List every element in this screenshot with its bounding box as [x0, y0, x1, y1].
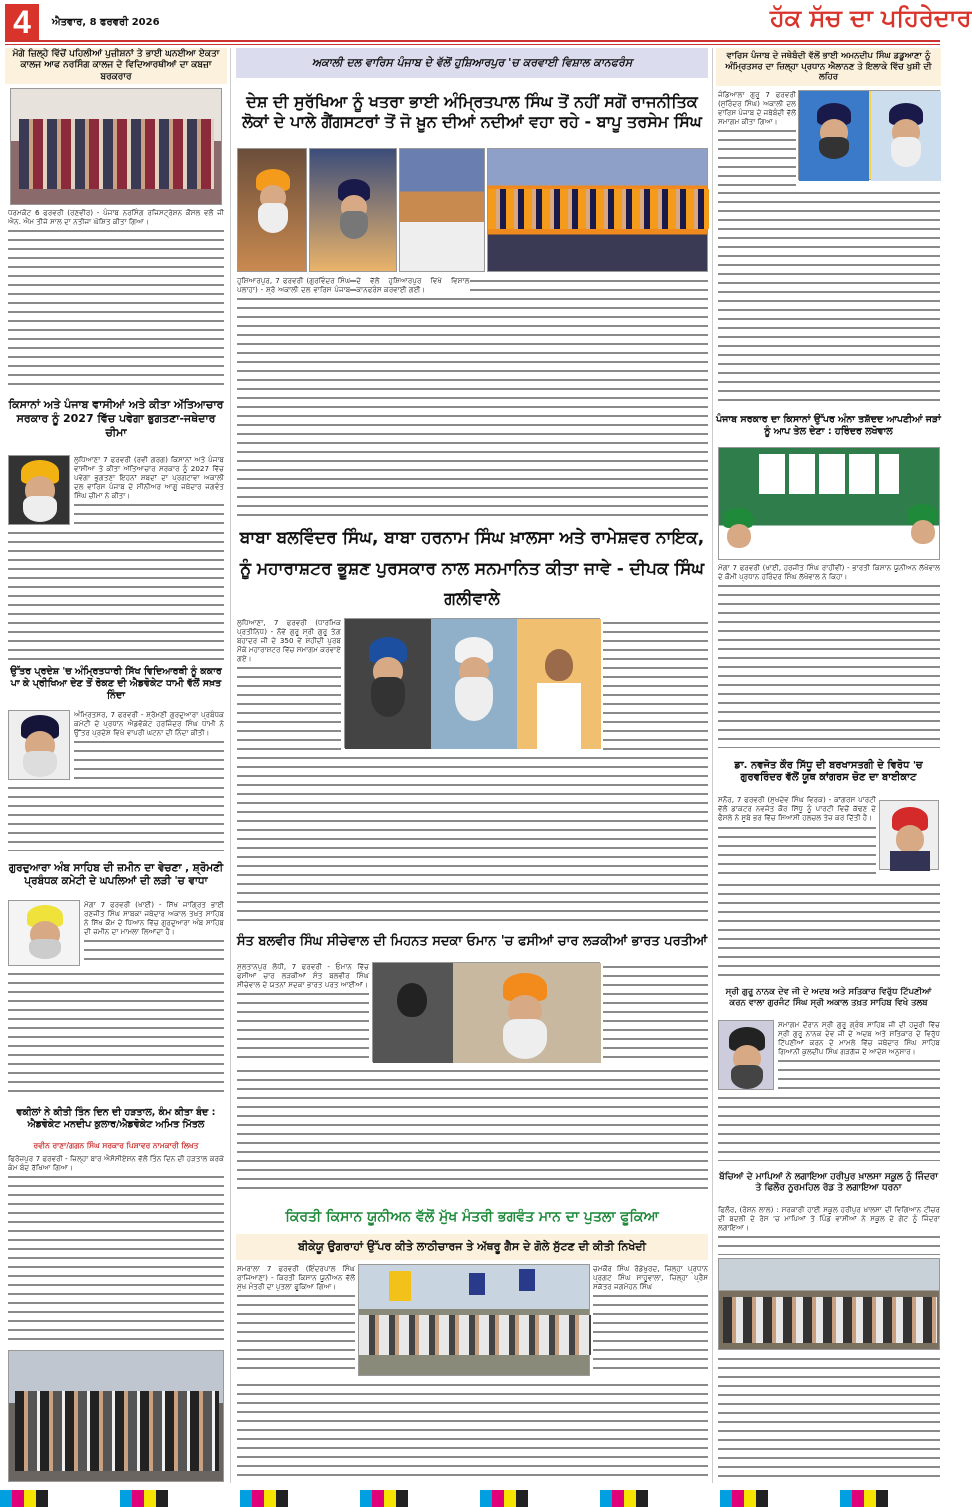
portrait-photo [8, 710, 70, 780]
article-text: ਮੋਗਾ 7 ਫਰਵਰੀ (ਖਾਈ, ਹਰਜੀਤ ਸਿੰਘ ਰਾਹੀਵੀਂ) - ਭਾਰਤੀ ਕਿਸਾਨ ਯੂਨੀਅਨ ਲੱਖੋਵਾਲ ਦੇ ਕੌਮੀ ਪ੍ਰਧਾਨ ਹਰਿੰਦਰ ਸਿੰਘ ਲੱਖੋਵਾਲ ਨੇ ਕਿਹਾ। [718, 563, 940, 581]
headline: ਵਕੀਲਾਂ ਨੇ ਕੀਤੀ ਤਿੰਨ ਦਿਨ ਦੀ ਹੜਤਾਲ, ਕੰਮ ਕੀਤਾ ਬੰਦ : ਐਡਵੋਕੇਟ ਮਨਦੀਪ ਕੁਲਾਰ/ਐਡਵੋਕੇਟ ਅਮਿਤ ਮਿੱਤਲ [16, 1107, 216, 1130]
article-body-cont [593, 1264, 708, 1376]
header-rule [5, 40, 940, 42]
headline: ਸ੍ਰੀ ਗੁਰੂ ਨਾਨਕ ਦੇਵ ਜੀ ਦੇ ਅਦਬ ਅਤੇ ਸਤਿਕਾਰ ਵਿਰੁੱਧ ਟਿੱਪਣੀਆਂ ਕਰਨ ਵਾਲਾ ਗੁਰਜੰਟ ਸਿੰਘ ਸ੍ਰੀ ਅਕਾਲ ਤਖ਼ਤ ਸਾਹਿਬ ਵਿਖੇ ਤਲਬ [725, 987, 932, 1008]
column-divider [712, 48, 713, 1483]
article-body [718, 563, 940, 748]
article-text: ਫਿਰੋਜ਼ਪੁਰ 7 ਫਰਵਰੀ - ਜ਼ਿਲ੍ਹਾ ਬਾਰ ਐਸੋਸੀਏਸ਼ਨ ਵੱਲੋਂ ਤਿੰਨ ਦਿਨ ਦੀ ਹੜਤਾਲ ਕਰਕੇ ਕੰਮ ਬੰਦ ਰੱਖਿਆ ਗਿਆ। [8, 1154, 224, 1172]
article-body [237, 1264, 355, 1376]
column-divider [230, 48, 231, 1483]
conference-stage-photo [309, 148, 397, 272]
article-text: ਲੁਧਿਆਣਾ 7 ਫਰਵਰੀ (ਰਵੀ ਗਰਗ) ਕਿਸਾਨਾਂ ਅਤੇ ਪੰਜਾਬ ਵਾਸੀਆ ਤੇ ਕੀਤਾ ਅੱਤਿਆਚਾਰ ਸਰਕਾਰ ਨੂੰ 2027 ਵਿੱਚ ਪਵੇਗਾ ਭੁਗਤਣਾ ਇਹਨਾਂ ਸ਼ਬਦਾਂ ਦਾ ਪ੍ਰਗਟਾਵਾ ਅਕਾਲੀ ਦਲ ਵਾਰਿਸ ਪੰਜਾਬ ਦੇ ਸੀਨੀਅਰ ਆਗੂ ਜਥੇਦਾਰ ਜਗਵੰਤ ਸਿੰਘ ਚੀਮਾ ਨੇ ਕੀਤਾ। [74, 455, 224, 500]
print-registration-bar [0, 1490, 945, 1507]
portraits-photo [798, 90, 940, 180]
article-body-cont [718, 880, 940, 976]
headline: ਡਾ. ਨਵਜੋਤ ਕੌਰ ਸਿੱਧੂ ਦੀ ਬਰਖਾਸਤਗੀ ਦੇ ਵਿਰੋਧ 'ਚ ਗੁਰਵਰਿੰਦਰ ਵੱਲੋਂ ਯੂਥ ਕਾਂਗਰਸ ਚੋਣ ਦਾ ਬਾਈਕਾਟ [734, 759, 923, 783]
article-body-cont [8, 783, 224, 851]
farmers-union-photo [718, 447, 940, 560]
headline: ਉੱਤਰ ਪ੍ਰਦੇਸ਼ 'ਚ ਅੰਮ੍ਰਿਤਧਾਰੀ ਸਿੱਖ ਵਿਦਿਆਰਥੀ ਨੂੰ ਕਕਾਰ ਪਾ ਕੇ ਪ੍ਰੀਖਿਆ ਦੇਣ ਤੋਂ ਰੋਕਣ ਦੀ ਐਡਵੋਕੇਟ ਧਾਮੀ ਵੱਲੋਂ ਸਖ਼ਤ ਨਿੰਦਾ [10, 666, 222, 701]
article-body [718, 1205, 940, 1255]
article-text: ਲੁਧਿਆਣਾ, 7 ਫਰਵਰੀ (ਧਾਰਮਿਕ ਪ੍ਰਤੀਨਿਧ) - ਨੌਵੇਂ ਗੁਰੂ ਸ੍ਰੀ ਗੁਰੂ ਤੇਗ਼ ਬਹਾਦਰ ਜੀ ਦੇ 350 ਵੇਂ ਸ਼ਹੀਦੀ ਪੁਰਬ ਮੌਕੇ ਮਹਾਰਾਸ਼ਟਰ ਵਿੱਚ ਸਮਾਗਮ ਕਰਵਾਏ ਗਏ। [237, 618, 341, 663]
headline: ਮੋਗੇ ਜ਼ਿਲ੍ਹੇ ਵਿੱਚੋਂ ਪਹਿਲੀਆਂ ਪੁਜ਼ੀਸ਼ਨਾਂ ਤੇ ਭਾਈ ਘਨਈਆ ਏਕਤਾ ਕਾਲਜ ਆਫ ਨਰਸਿੰਗ ਕਾਲਜ ਦੇ ਵਿਦਿਆਰਥੀਆਂ ਦਾ ਕਬਜ਼ਾ ਬਰਕਰਾਰ [5, 48, 227, 84]
article-body [8, 1154, 224, 1346]
article-body [8, 208, 224, 390]
subheadline: ਬੀਕੇਯੂ ਉਗਰਾਹਾਂ ਉੱਪਰ ਕੀਤੇ ਲਾਠੀਚਾਰਜ ਤੇ ਅੱਥਰੂ ਗੈਸ ਦੇ ਗੋਲੇ ਸੁੱਟਣ ਦੀ ਕੀਤੀ ਨਿਖੇਦੀ [236, 1234, 708, 1260]
effigy-burning-photo [358, 1264, 590, 1376]
lawyers-group-photo [8, 1350, 224, 1482]
article-body-cont [718, 823, 876, 879]
article-text: ਚਮਕੌਰ ਸਿੰਘ ਰੋਡੇਖੁਰਦ, ਜ਼ਿਲ੍ਹਾ ਪ੍ਰਧਾਨ ਪ੍ਰਗਟ ਸਿੰਘ ਸਾਹੂਵਾਲਾ, ਜ਼ਿਲ੍ਹਾ ਪ੍ਰੈਸ ਸਕੱਤਰ ਜਗਮੋਹਨ ਸਿੰਘ [593, 1264, 708, 1291]
article-text: ਫਿਲੌਰ, (ਰੋਸ਼ਨ ਲਾਲ) : ਸਰਕਾਰੀ ਹਾਈ ਸਕੂਲ ਹਰੀਪੁਰ ਖ਼ਾਲਸਾ ਦੀ ਵਿਗਿਆਨ ਟੀਚਰ ਦੀ ਬਦਲੀ ਦੇ ਰੋਸ 'ਚ ਮਾਪਿਆਂ ਤੇ ਪਿੰਡ ਵਾਸੀਆਂ ਨੇ ਸਕੂਲ ਦੇ ਗੇਟ ਨੂੰ ਜਿੰਦਰਾ ਲਗਾਇਆ। [718, 1205, 940, 1232]
portrait-photo [8, 455, 70, 525]
headline: ਬੱਚਿਆਂ ਦੇ ਮਾਪਿਆਂ ਨੇ ਲਗਾਇਆ ਹਰੀਪੁਰ ਖ਼ਾਲਸਾ ਸਕੂਲ ਨੂੰ ਜਿੰਦਰਾ ਤੇ ਫਿਲੌਰ ਨੂਰਮਹਿਲ ਰੋਡ ਤੇ ਲਗਾਇਆ ਧਰਨਾ [719, 1171, 938, 1193]
students-group-photo [10, 88, 222, 205]
portrait-photo [718, 1020, 774, 1090]
conference-crowd-photo [487, 148, 708, 272]
article-body-cont [718, 188, 940, 406]
headline: ਪੰਜਾਬ ਸਰਕਾਰ ਦਾ ਕਿਸਾਨਾਂ ਉੱਪਰ ਅੰਨਾ ਤਸ਼ੱਦਦ ਆਪਣੀਆਂ ਜੜਾਂ ਨੂੰ ਆਪ ਤੇਲ ਦੇਣਾ : ਹਰਿੰਦਰ ਲਖੋਵਾਲ [716, 414, 941, 437]
article-body [84, 900, 224, 966]
article-text: ਅੰਮ੍ਰਿਤਸਰ, 7 ਫਰਵਰੀ - ਸ਼੍ਰੋਮਣੀ ਗੁਰਦੁਆਰਾ ਪ੍ਰਬੰਧਕ ਕਮੇਟੀ ਦੇ ਪ੍ਰਧਾਨ ਐਡਵੋਕੇਟ ਹਰਜਿੰਦਰ ਸਿੰਘ ਧਾਮੀ ਨੇ ਉੱਤਰ ਪ੍ਰਦੇਸ਼ ਵਿਖੇ ਵਾਪਰੀ ਘਟਨਾ ਦੀ ਨਿੰਦਾ ਕੀਤੀ। [74, 710, 224, 737]
honorees-photo [344, 618, 600, 748]
portrait-photo [8, 900, 80, 966]
masthead-logo: ਹੱਕ ਸੱਚ ਦਾ ਪਹਿਰੇਦਾਰ [770, 4, 972, 32]
main-headline: ਦੇਸ਼ ਦੀ ਸੁਰੱਖਿਆ ਨੂੰ ਖਤਰਾ ਭਾਈ ਅੰਮ੍ਰਿਤਪਾਲ ਸਿੰਘ ਤੋਂ ਨਹੀਂ ਸਗੋਂ ਰਾਜਨੀਤਿਕ ਲੋਕਾਂ ਦੇ ਪਾਲੇ ਗੈਂਗਸਟਰਾਂ ਤੋਂ ਜੋ ਖ਼ੂਨ ਦੀਆਂ ਨਦੀਆਂ ਵਹਾ ਰਹੇ - ਬਾਪੂ ਤਰਸੇਮ ਸਿੰਘ [242, 92, 702, 131]
article-text: ਮੋਗਾ 7 ਫਰਵਰੀ (ਖਾਈ) - ਸਿੱਖ ਜਾਗ੍ਰਿਤ ਭਾਈ ਰਣਜੀਤ ਸਿੰਘ ਸਾਬਕਾ ਜਥੇਦਾਰ ਅਕਾਲ ਤਖ਼ਤ ਸਾਹਿਬ ਨੇ ਸਿੱਖ ਕੌਮ ਦੇ ਧਿਆਨ ਵਿੱਚ ਗੁਰਦੁਆਰਾ ਅੰਬ ਸਾਹਿਬ ਦੀ ਜ਼ਮੀਨ ਦਾ ਮਾਮਲਾ ਲਿਆਂਦਾ ਹੈ। [84, 900, 224, 936]
kicker: ਅਕਾਲੀ ਦਲ ਵਾਰਿਸ ਪੰਜਾਬ ਦੇ ਵੱਲੋਂ ਹੁਸ਼ਿਆਰਪੁਰ 'ਚ ਕਰਵਾਈ ਵਿਸ਼ਾਲ ਕਾਨਫਰੰਸ [236, 48, 708, 78]
page-number: 4 [13, 4, 31, 40]
headline: ਸੰਤ ਬਲਵੀਰ ਸਿੰਘ ਸੀਚੇਵਾਲ ਦੀ ਮਿਹਨਤ ਸਦਕਾ ਓਮਾਨ 'ਚ ਫਸੀਆਂ ਚਾਰ ਲੜਕੀਆਂ ਭਾਰਤ ਪਰਤੀਆਂ [236, 933, 708, 949]
article-body [718, 90, 796, 186]
article-text: ਸਨੌਰ, 7 ਫਰਵਰੀ (ਸੁਖਦੇਵ ਸਿੰਘ ਵਿਰਕ) - ਕਾਂਗਰਸ ਪਾਰਟੀ ਵੱਲੋਂ ਡਾਕਟਰ ਨਵਜੋਤ ਕੌਰ ਸਿੱਧੂ ਨੂੰ ਪਾਰਟੀ ਵਿਚੋਂ ਕੱਢਣ ਦੇ ਫੈਸਲੇ ਨੇ ਸੂਬੇ ਭਰ ਵਿੱਚ ਸਿਆਸੀ ਹਲਚਲ ਤੇਜ਼ ਕਰ ਦਿੱਤੀ ਹੈ। [718, 795, 876, 822]
portrait-photo [879, 800, 939, 870]
article-text: ਜੰਡਿਆਲਾ ਗੁਰੂ 7 ਫਰਵਰੀ (ਸੁਰਿੰਦਰ ਸਿੰਘ) ਅਕਾਲੀ ਦਲ ਵਾਰਿਸ ਪੰਜਾਬ ਦੇ ਜਥੇਬੰਦੀ ਵੱਲੋਂ ਸਮਾਗਮ ਕੀਤਾ ਗਿਆ। [718, 90, 796, 126]
headline: ਕਿਰਤੀ ਕਿਸਾਨ ਯੂਨੀਅਨ ਵੱਲੋਂ ਮੁੱਖ ਮੰਤਰੀ ਭਗਵੰਤ ਮਾਨ ਦਾ ਪੁਤਲਾ ਫੂਕਿਆ [285, 1209, 659, 1226]
headline: ਵਾਰਿਸ ਪੰਜਾਬ ਦੇ ਜਥੇਬੰਦੀ ਵੱਲੋਂ ਭਾਈ ਅਮਨਦੀਪ ਸਿੰਘ ਡਡੂਆਣਾ ਨੂੰ ਅੰਮ੍ਰਿਤਸਰ ਦਾ ਜ਼ਿਲ੍ਹਾ ਪ੍ਰਧਾਨ ਐਲਾਨਣ ਤੇ ਇਲਾਕੇ ਵਿੱਚ ਖੁਸ਼ੀ ਦੀ ਲਹਿਰ [716, 48, 941, 86]
protest-dharna-photo [718, 1258, 940, 1350]
header-rule-thin [5, 44, 940, 45]
conference-audience-photo [399, 148, 485, 272]
article-body-cont [8, 528, 224, 660]
conference-stage-photo [237, 148, 307, 272]
article-body [237, 962, 369, 1062]
article-body-cont [603, 962, 708, 1062]
article-body [74, 455, 224, 525]
article-body [74, 710, 224, 780]
headline: ਬਾਬਾ ਬਲਵਿੰਦਰ ਸਿੰਘ, ਬਾਬਾ ਹਰਨਾਮ ਸਿੰਘ ਖ਼ਾਲਸਾ ਅਤੇ ਰਾਮੇਸ਼ਵਰ ਨਾਇਕ, ਨੂੰ ਮਹਾਰਾਸ਼ਟਰ ਭੂਸ਼ਣ ਪੁਰਸਕਾਰ ਨਾਲ ਸਨਮਾਨਿਤ ਕੀਤਾ ਜਾਵੇ - ਦੀਪਕ ਸਿੰਘ ਗਲੀਵਾਲੇ [239, 528, 705, 610]
headline: ਗੁਰਦੁਆਰਾ ਅੰਬ ਸਾਹਿਬ ਦੀ ਜ਼ਮੀਨ ਦਾ ਵੇਚਣਾ , ਸ਼੍ਰੋਮਣੀ ਪ੍ਰਬੰਧਕ ਕਮੇਟੀ ਦੇ ਘਪਲਿਆਂ ਦੀ ਲੜੀ 'ਚ ਵਾਧਾ [8, 861, 224, 887]
article-text: ਹੁਸ਼ਿਆਰਪੁਰ, 7 ਫਰਵਰੀ (ਗੁਰਵਿੰਦਰ ਸਿੰਘ ਪਲਾਹਾ) - ਸ਼੍ਰੋ ਅਕਾਲੀ ਦਲ ਵਾਰਿਸ ਪੰਜਾਬ ਦੇ ਵੱਲੋਂ ਹੁਸ਼ਿਆਰਪੁਰ ਵਿਖੇ ਵਿਸ਼ਾਲ ਕਾਨਫਰੰਸ ਕਰਵਾਈ ਗਈ। [237, 276, 470, 294]
article-body-cont [237, 1066, 708, 1196]
article-body [237, 276, 708, 516]
headline: ਕਿਸਾਨਾਂ ਅਤੇ ਪੰਜਾਬ ਵਾਸੀਆਂ ਅਤੇ ਕੀਤਾ ਅੱਤਿਆਚਾਰ ਸਰਕਾਰ ਨੂੰ 2027 ਵਿੱਚ ਪਵੇਗਾ ਭੁਗਤਣਾ-ਜਥੇਦਾਰ ਚੀਮਾ [8, 398, 224, 439]
article-body-cont [718, 1093, 940, 1161]
article-body-cont [8, 969, 224, 1094]
page-number-badge [5, 4, 39, 41]
article-body-cont [603, 618, 708, 750]
article-body [718, 795, 876, 823]
issue-date: ਐਤਵਾਰ, 8 ਫਰਵਰੀ 2026 [52, 17, 160, 28]
article-body-cont [237, 753, 708, 921]
article-text: ਸੁਲਤਾਨਪੁਰ ਲੋਧੀ, 7 ਫਰਵਰੀ - ਓਮਾਨ ਵਿੱਚ ਫਸੀਆਂ ਚਾਰ ਲੜਕੀਆਂ ਸੰਤ ਬਲਵੀਰ ਸਿੰਘ ਸੀਚੇਵਾਲ ਦੇ ਯਤਨਾਂ ਸਦਕਾ ਭਾਰਤ ਪਰਤ ਆਈਆਂ। [237, 962, 369, 989]
article-text: ਧਰਮਕੋਟ 6 ਫਰਵਰੀ (ਰਣਵੀਰ) - ਪੰਜਾਬ ਨਰਸਿੰਗ ਰਜਿਸਟ੍ਰੇਸ਼ਨ ਕੌਂਸਲ ਵਲੋਂ ਜੀ ਐਨ. ਐਮ ਤੀਜੇ ਸਾਲ ਦਾ ਨਤੀਜਾ ਘੋਸ਼ਿਤ ਕੀਤਾ ਗਿਆ। [8, 208, 224, 226]
article-text: ਸਮਰਾਲਾ 7 ਫਰਵਰੀ (ਇੰਦਰਪਾਲ ਸਿੰਘ ਰਾਜਿਆਣਾ) - ਕਿਰਤੀ ਕਿਸਾਨ ਯੂਨੀਅਨ ਵੱਲੋਂ ਮੁੱਖ ਮੰਤਰੀ ਦਾ ਪੁਤਲਾ ਫੂਕਿਆ ਗਿਆ। [237, 1264, 355, 1291]
byline: ਰਵੀਨ ਰਾਣਾ/ਗਗਨ ਸਿੰਘ ਸਰਕਾਰ ਪਿਸ਼ਾਵਰ ਨਾਮਕਾਰੀ ਲਿਖਤ [33, 1141, 199, 1150]
article-body [237, 618, 341, 750]
girls-return-photo [372, 962, 600, 1062]
article-text: ਸਮਾਗਮ ਦੌਰਾਨ ਸ੍ਰੀ ਗੁਰੂ ਗ੍ਰੰਥ ਸਾਹਿਬ ਜੀ ਦੀ ਹਜ਼ੂਰੀ ਵਿੱਚ ਸ੍ਰੀ ਗੁਰੂ ਨਾਨਕ ਦੇਵ ਜੀ ਦੇ ਅਦਬ ਅਤੇ ਸਤਿਕਾਰ ਦੇ ਵਿਰੁੱਧ ਟਿੱਪਣੀਆਂ ਕਰਨ ਦੇ ਮਾਮਲੇ ਵਿੱਚ ਜਥੇਦਾਰ ਸਿੰਘ ਸਾਹਿਬ ਗਿਆਨੀ ਕੁਲਦੀਪ ਸਿੰਘ ਗੜਗੱਜ ਦੇ ਆਦੇਸ਼ ਅਨੁਸਾਰ। [778, 1020, 940, 1056]
article-body-cont [237, 1380, 708, 1483]
article-body-cont [718, 1354, 940, 1483]
article-body [778, 1020, 940, 1090]
